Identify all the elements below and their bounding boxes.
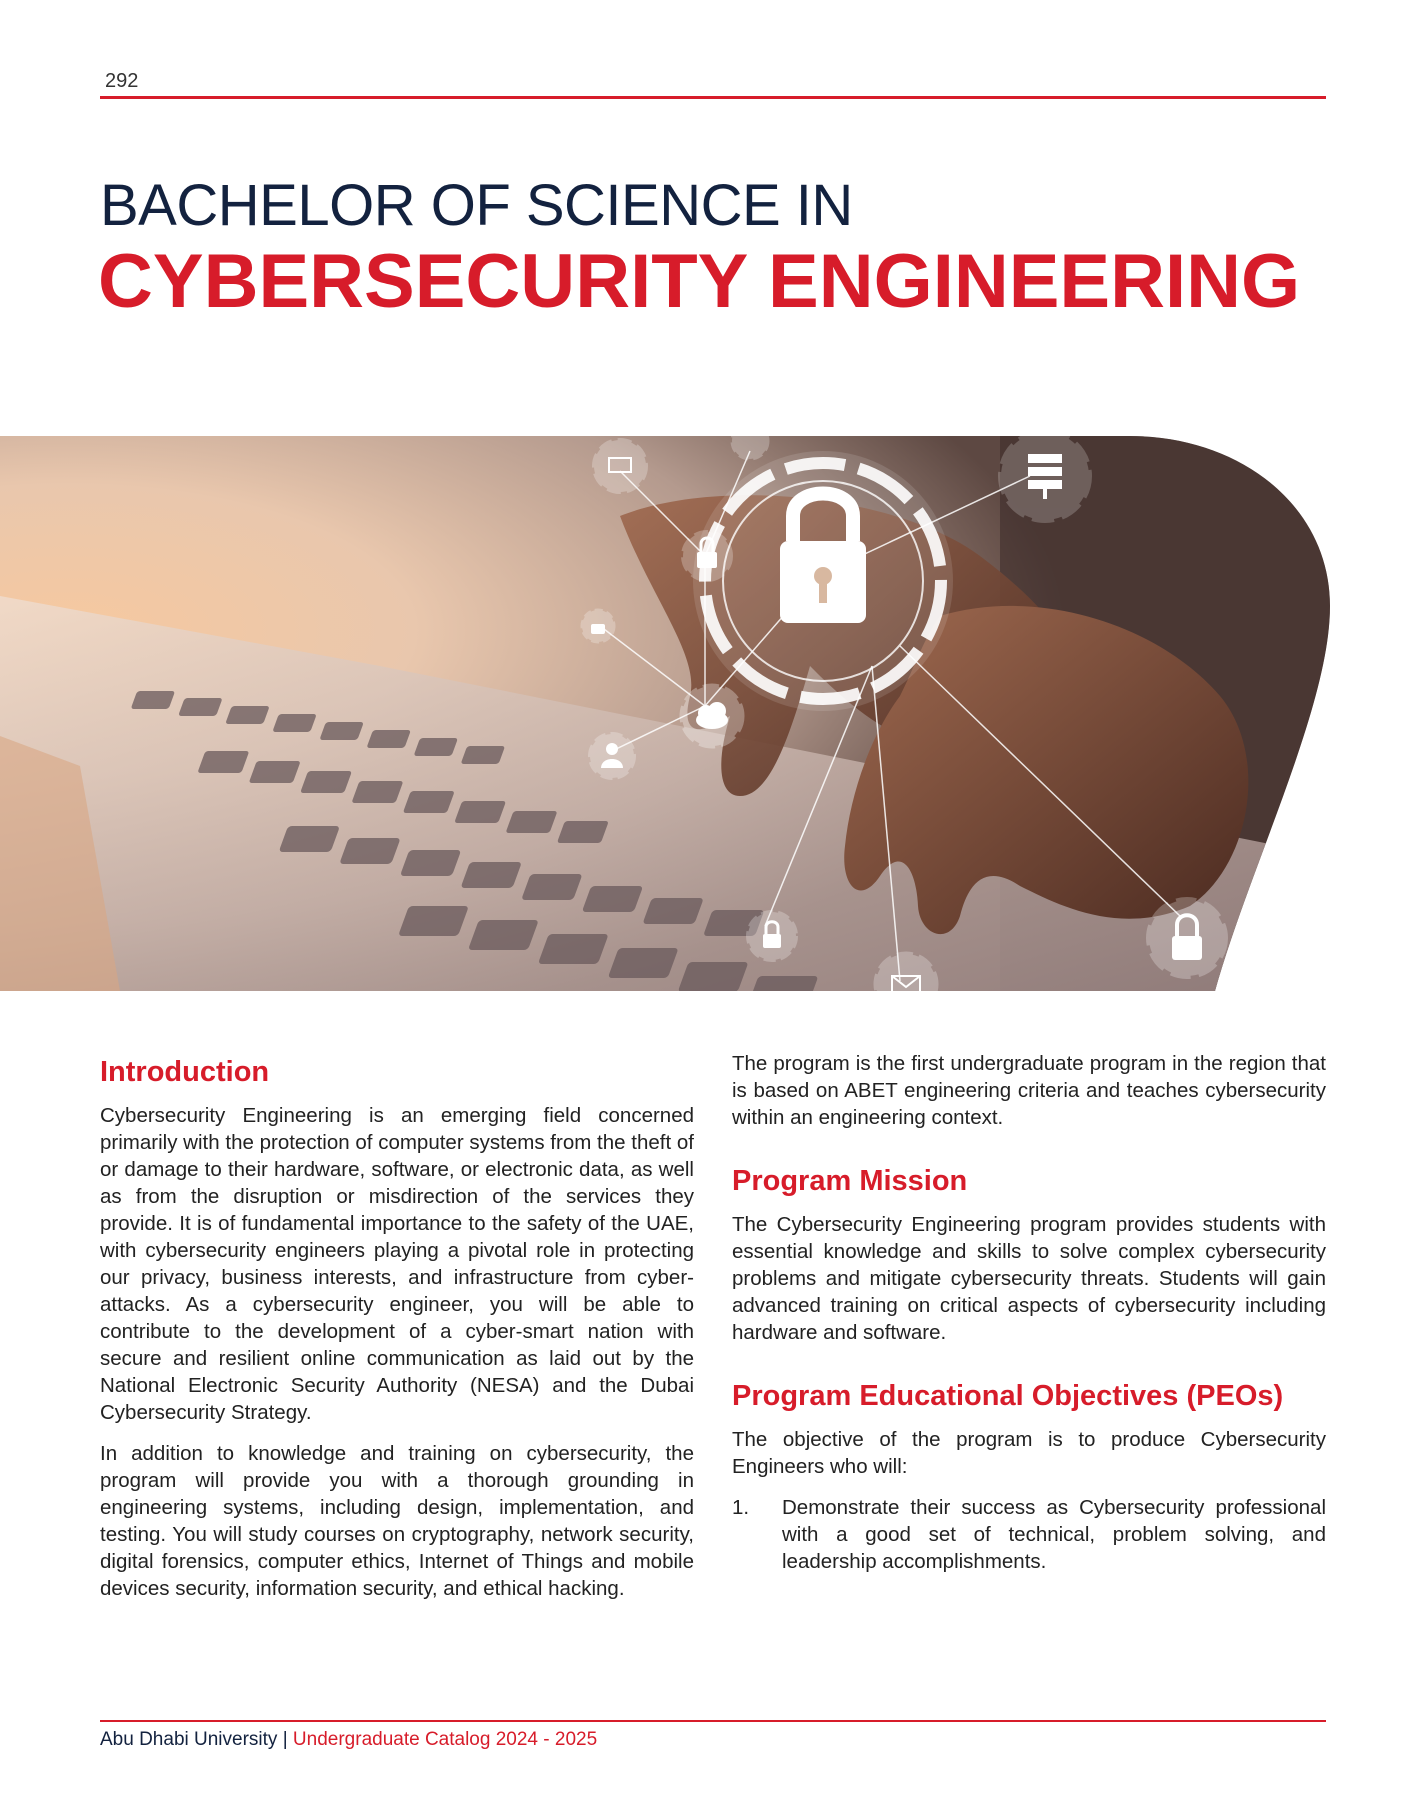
cloud-icon <box>682 686 742 746</box>
peo-list-item <box>732 1494 1326 1575</box>
padlock-icon <box>1149 900 1225 976</box>
peo-list <box>732 1494 1326 1575</box>
peo-item-number: 1. <box>732 1496 750 1519</box>
mission-paragraph: The Cybersecurity Engineering program provides students with essential knowledge and skills to solve complex cybersecurity problems and mitigate cybersecurity threats. Students will gain advanced training on critical aspects of cybersecurity including hardware and software. <box>732 1213 1326 1344</box>
right-column <box>732 1050 1326 1575</box>
peo-item-text: Demonstrate their success as Cybersecurity professional with a good set of technical, problem solving, and leadership accomplishments. <box>782 1496 1326 1573</box>
intro-paragraph-1: Cybersecurity Engineering is an emerging field concerned primarily with the protection of computer systems from the theft of or damage to their hardware, software, or electronic data, as well as from the disruption or misdirection of the services they provide. It is of fundamental importance to the safety of the UAE, with cybersecurity engineers playing a pivotal role in protecting our privacy, business interests, and infrastructure from cyber-attacks. As a cybersecurity engineer, you will be able to contribute to the development of a cyber-smart nation with secure and resilient online communication as laid out by the National Electronic Security Authority (NESA) and the Dubai Cybersecurity Strategy. <box>100 1104 694 1424</box>
abet-paragraph: The program is the first undergraduate program in the region that is based on ABET engineering criteria and teaches cybersecurity within an engineering context. <box>732 1052 1326 1129</box>
hero-image <box>0 436 1330 991</box>
padlock-icon <box>582 610 614 642</box>
footer-catalog: Undergraduate Catalog 2024 - 2025 <box>292 1729 598 1750</box>
padlock-icon <box>693 451 953 711</box>
padlock-icon <box>683 532 731 580</box>
footer-separator: | <box>282 1729 288 1750</box>
user-icon <box>590 734 634 778</box>
introduction-heading: Introduction <box>100 1056 270 1088</box>
padlock-icon <box>748 912 796 960</box>
server-icon <box>1001 436 1089 520</box>
title-line-2: CYBERSECURITY ENGINEERING <box>98 239 1301 324</box>
page-number: 292 <box>105 70 139 92</box>
intro-paragraph-2: In addition to knowledge and training on cybersecurity, the program will provide you with a thorough grounding in engineering systems, including design, implementation, and testing. You will study courses on cryptography, network security, digital forensics, computer ethics, Internet of Things and mobile devices security, information security, and ethical hacking. <box>100 1442 694 1600</box>
peo-heading: Program Educational Objectives (PEOs) <box>732 1380 1284 1412</box>
left-column <box>100 1050 694 1616</box>
program-mission-heading: Program Mission <box>732 1165 968 1197</box>
footer-university: Abu Dhabi University <box>100 1729 278 1750</box>
footer <box>100 1729 597 1751</box>
laptop-icon <box>594 440 646 492</box>
title-line-1: BACHELOR OF SCIENCE IN <box>100 173 853 238</box>
peo-intro: The objective of the program is to produce Cybersecurity Engineers who will: <box>732 1428 1326 1478</box>
envelope-icon <box>876 954 936 991</box>
header-rule <box>100 96 1326 99</box>
footer-rule <box>100 1720 1326 1722</box>
